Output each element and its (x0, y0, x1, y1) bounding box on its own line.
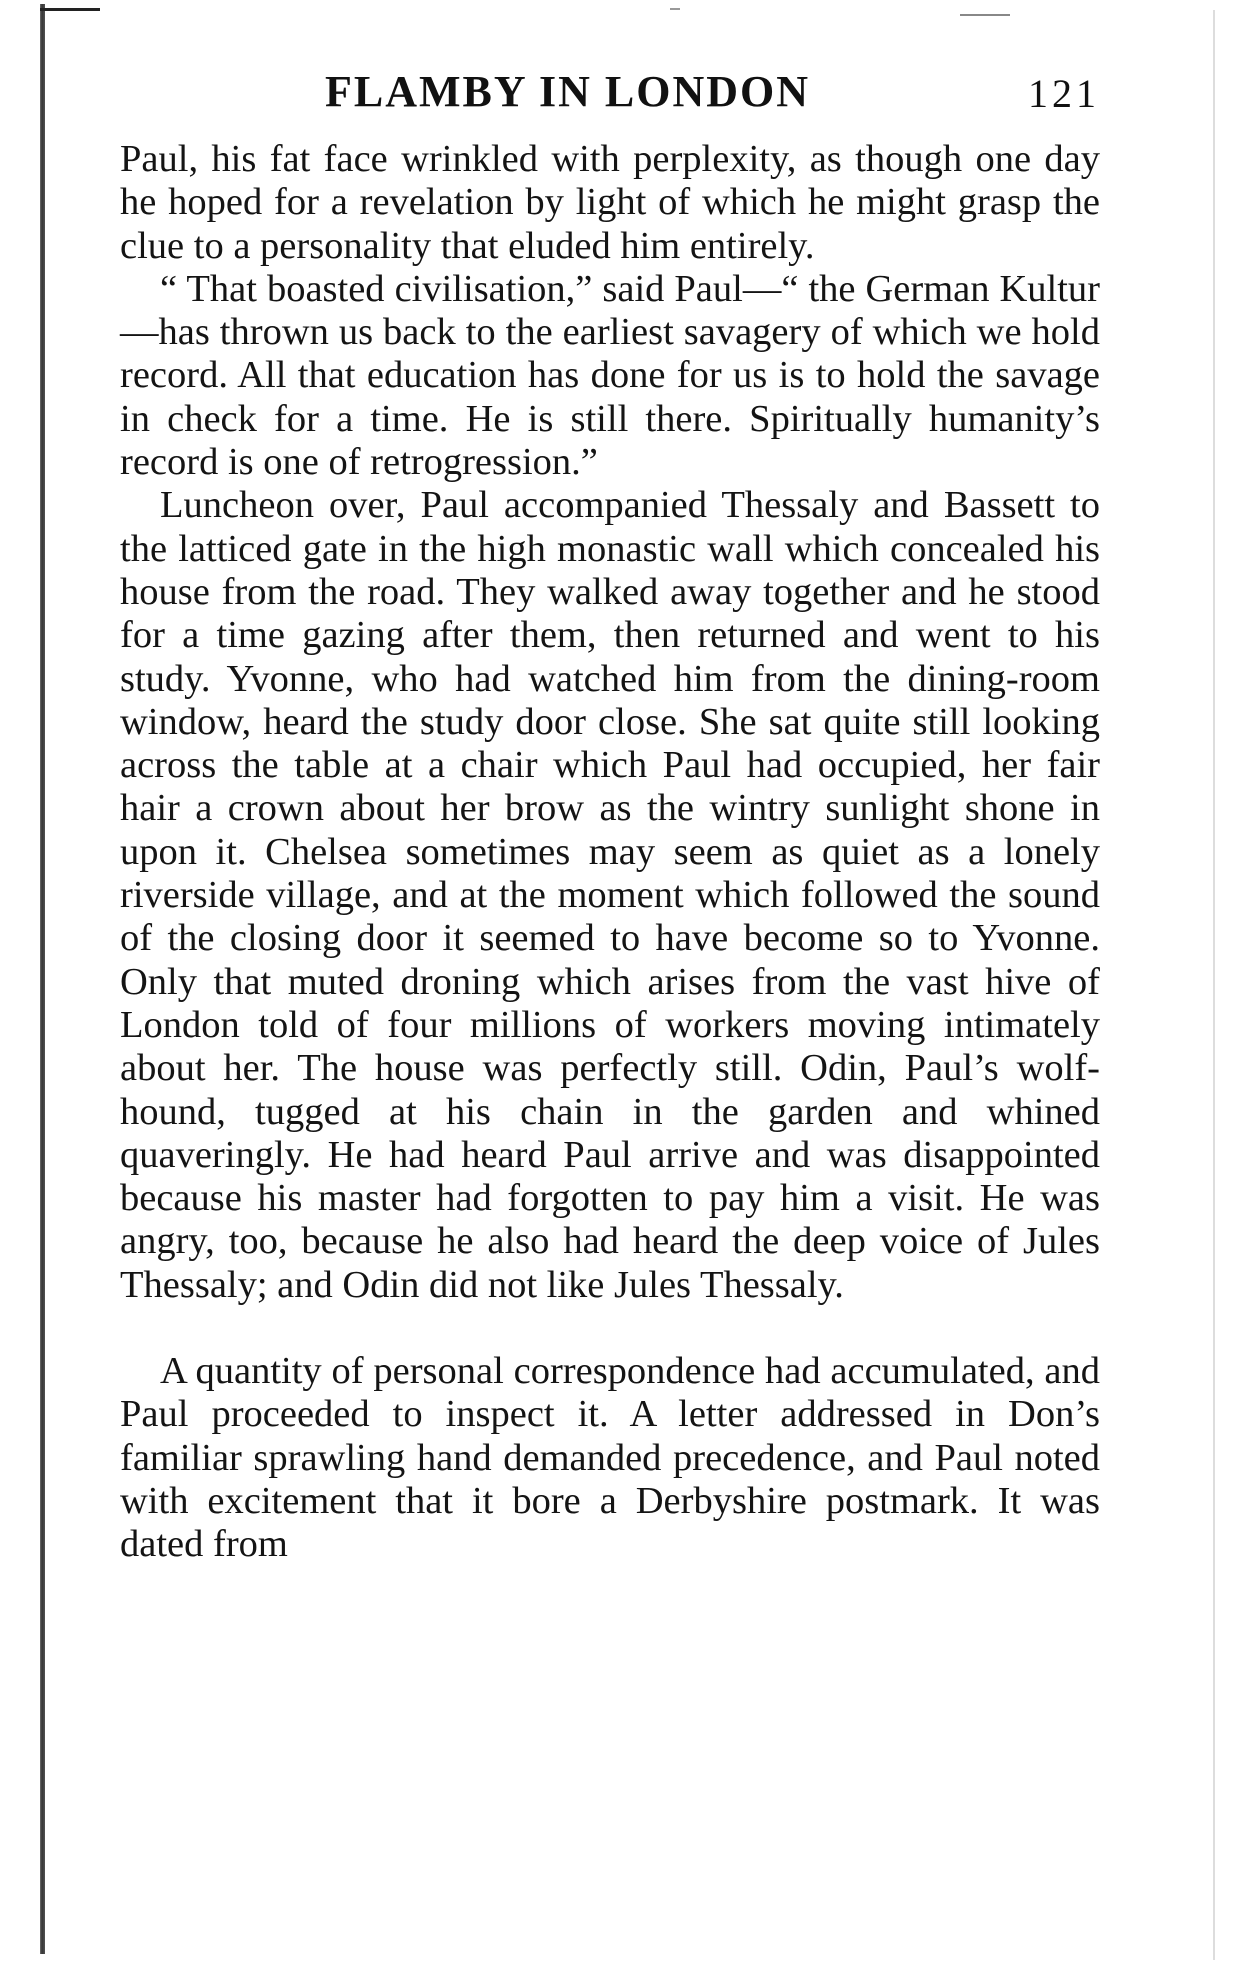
binding-edge (40, 4, 45, 1954)
page-edge (1213, 10, 1215, 1960)
paragraph: Paul, his fat face wrinkled with perplexity, as though one day he hoped for a revelation by light of which he might grasp the clue to a personality that eluded him entirely. (120, 138, 1100, 267)
paragraph: A quantity of personal correspondence had accumulated, and Paul proceeded to inspect it. A letter addressed in Don’s familiar sprawling hand demanded precedence, and Paul noted with excitement that it bore a Derbyshire postmark. It was dated from (120, 1350, 1100, 1566)
body-text (120, 138, 1100, 1567)
paragraph: Luncheon over, Paul accompanied Thessaly and Bassett to the latticed gate in the high monastic wall which concealed his house from the road. They walked away together and he stood for a time gazing after them, then returned and went to his study. Yvonne, who had watched him from the dining-room window, heard the study door close. She sat quite still looking across the table at a chair which Paul had occupied, her fair hair a crown about her brow as the wintry sunlight shone in upon it. Chelsea sometimes may seem as quiet as a lonely riverside village, and at the moment which followed the sound of the closing door it seemed to have become so to Yvonne. Only that muted droning which arises from the vast hive of London told of four millions of workers moving intimately about her. The house was perfectly still. Odin, Paul’s wolf-hound, tugged at his chain in the garden and whined quaveringly. He had heard Paul arrive and was disappointed because his master had forgotten to pay him a visit. He was angry, too, because he also had heard the deep voice of Jules Thessaly; and Odin did not like Jules Thessaly. (120, 484, 1100, 1306)
paragraph: “ That boasted civilisation,” said Paul—“ the German Kultur—has thrown us back to the earliest savagery of which we hold record. All that education has done for us is to hold the savage in check for a time. He is still there. Spiritually humanity’s record is one of retrogression.” (120, 267, 1100, 484)
page-number: 121 (1028, 71, 1100, 116)
running-title: FLAMBY IN LONDON (325, 67, 811, 116)
running-head (120, 66, 1110, 126)
section-break (120, 1307, 1100, 1350)
scan-mark (670, 8, 680, 10)
binding-mark (40, 8, 100, 11)
scan-mark (960, 14, 1010, 16)
